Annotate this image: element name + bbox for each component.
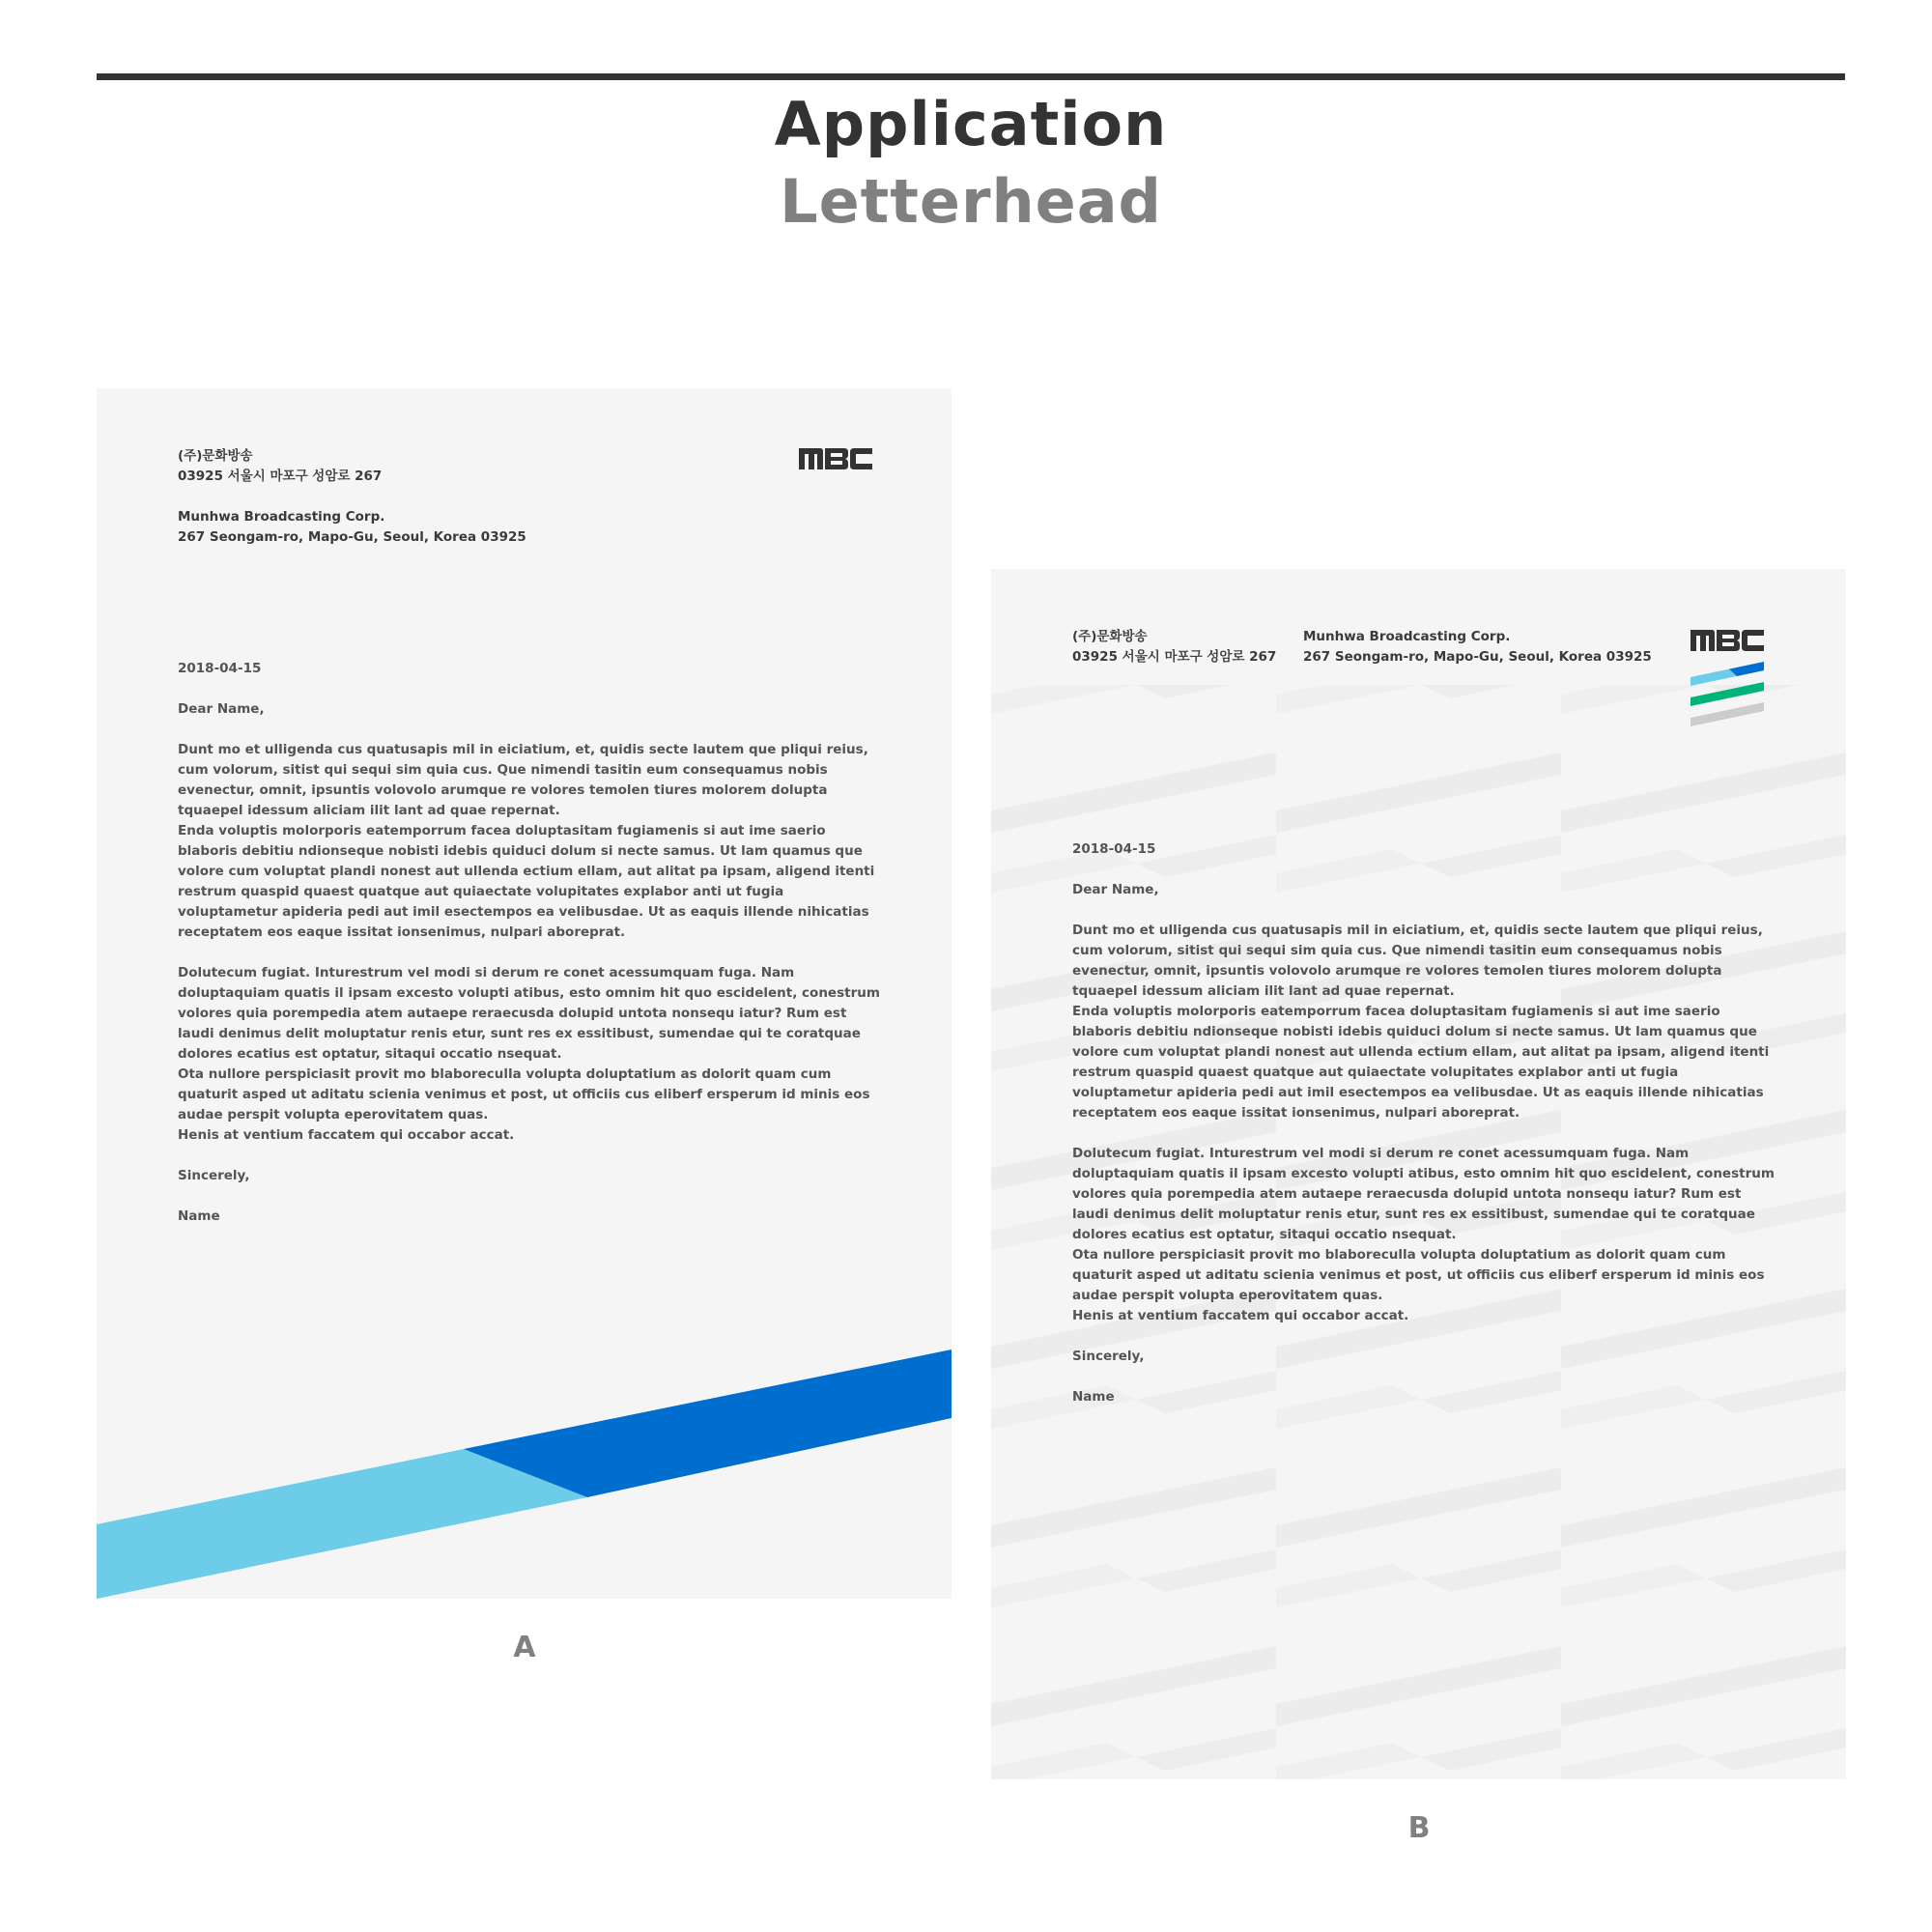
address-english xyxy=(178,507,526,548)
company-name-en: Munhwa Broadcasting Corp. xyxy=(178,509,385,525)
color-stripes-icon xyxy=(1690,662,1764,729)
letter-paragraph: Dunt mo et ulligenda cus quatusapis mil in eiciatium, et, quidis secte lautem que pliqui reius, cum volorum, sitist qui sequi sim quia cus. Que nimendi tasitin eum consequamus nobis evenectur, omnit, ipsuntis volovolo arumque re volores temolen tiures molorem dolupta tquaepel idessum aliciam ilit lant ad quae repernat. xyxy=(178,742,868,818)
letter-date: 2018-04-15 xyxy=(1072,841,1156,857)
letter-signature: Name xyxy=(1072,1389,1115,1405)
letterhead-sheet-a xyxy=(97,388,952,1599)
company-name-en: Munhwa Broadcasting Corp. xyxy=(1303,629,1511,644)
letter-paragraph: Enda voluptis molorporis eatemporrum facea doluptasitam fugiamenis si aut ime saerio blaboris debitiu ndionseque nobisti idebis quiduci dolum si necte samus. Ut lam quamus que volore cum voluptat plandi nonest aut ullenda ectium ellam, aut alitat pa ipsam, aligend itenti restrum quaspid quaest quatque aut quiaectate volupitates explabor anti ut fugia voluptametur apideria pedi aut imil esectempos ea velibusdae. Ut as eaquis illende nihicatias receptatem eos eaque issitat ionsenimus, nulpari aboreprat. xyxy=(1072,1004,1770,1121)
letter-closing: Sincerely, xyxy=(178,1168,250,1183)
light-blue-stripe xyxy=(97,1449,587,1599)
letter-paragraph: Dolutecum fugiat. Inturestrum vel modi si derum re conet acessumquam fuga. Nam doluptaquiam quatis il ipsam excesto volupti atibus, esto omnim hit quo escidelent, conestrum volores quia porempedia atem autaepe reraecusda dolupid untota nonsequ iatur? Rum est laudi denimus delit moluptatur renis etur, sunt res ex essitibust, sumendae qui te coratquae dolores ecatius est optatur, sitaqui occatio nsequat. xyxy=(1072,1146,1775,1242)
letter-body xyxy=(178,659,883,1247)
letter-greeting: Dear Name, xyxy=(1072,882,1159,897)
letter-signature: Name xyxy=(178,1208,220,1224)
top-rule xyxy=(97,73,1845,80)
sheet-label-a: A xyxy=(513,1631,536,1664)
letter-paragraph: Henis at ventium faccatem qui occabor accat. xyxy=(1072,1308,1409,1323)
letter-paragraph: Dunt mo et ulligenda cus quatusapis mil in eiciatium, et, quidis secte lautem que pliqui reius, cum volorum, sitist qui sequi sim quia cus. Que nimendi tasitin eum consequamus nobis evenectur, omnit, ipsuntis volovolo arumque re volores temolen tiures molorem dolupta tquaepel idessum aliciam ilit lant ad quae repernat. xyxy=(1072,923,1763,999)
blue-stripe xyxy=(464,1350,952,1497)
page-subtitle: Letterhead xyxy=(780,166,1162,237)
letter-paragraph: Dolutecum fugiat. Inturestrum vel modi si derum re conet acessumquam fuga. Nam doluptaquiam quatis il ipsam excesto volupti atibus, esto omnim hit quo escidelent, conestrum volores quia porempedia atem autaepe reraecusda dolupid untota nonsequ iatur? Rum est laudi denimus delit moluptatur renis etur, sunt res ex essitibust, sumendae qui te coratquae dolores ecatius est optatur, sitaqui occatio nsequat. xyxy=(178,965,880,1062)
address-en: 267 Seongam-ro, Mapo-Gu, Seoul, Korea 03925 xyxy=(1303,649,1652,665)
address-korean xyxy=(178,446,382,487)
mbc-logo-icon xyxy=(799,448,872,469)
letter-paragraph: Henis at ventium faccatem qui occabor accat. xyxy=(178,1127,515,1143)
letterhead-sheet-b xyxy=(991,569,1846,1779)
address-ko: 03925 서울시 마포구 성암로 267 xyxy=(1072,649,1277,665)
page-title: Application xyxy=(774,89,1168,159)
letter-closing: Sincerely, xyxy=(1072,1349,1145,1364)
address-english xyxy=(1303,627,1652,668)
company-name-ko: (주)문화방송 xyxy=(1072,629,1148,644)
address-en: 267 Seongam-ro, Mapo-Gu, Seoul, Korea 03925 xyxy=(178,529,526,545)
mbc-logo-icon xyxy=(1690,630,1764,651)
letter-paragraph: Ota nullore perspiciasit provit mo blaboreculla volupta doluptatium as dolorit quam cum quaturit asped ut aditatu scienia venimus et post, ut officiis cus eliberf ersperum id minis eos audae perspit volupta eperovitatem quas. xyxy=(1072,1247,1765,1303)
letter-greeting: Dear Name, xyxy=(178,701,265,717)
letter-paragraph: Ota nullore perspiciasit provit mo blaboreculla volupta doluptatium as dolorit quam cum quaturit asped ut aditatu scienia venimus et post, ut officiis cus eliberf ersperum id minis eos audae perspit volupta eperovitatem quas. xyxy=(178,1066,870,1122)
company-name-ko: (주)문화방송 xyxy=(178,448,253,464)
address-ko: 03925 서울시 마포구 성암로 267 xyxy=(178,469,383,484)
address-korean xyxy=(1072,627,1276,668)
letter-date: 2018-04-15 xyxy=(178,661,262,676)
letter-paragraph: Enda voluptis molorporis eatemporrum facea doluptasitam fugiamenis si aut ime saerio blaboris debitiu ndionseque nobisti idebis quiduci dolum si necte samus. Ut lam quamus que volore cum voluptat plandi nonest aut ullenda ectium ellam, aut alitat pa ipsam, aligend itenti restrum quaspid quaest quatque aut quiaectate volupitates explabor anti ut fugia voluptametur apideria pedi aut imil esectempos ea velibusdae. Ut as eaquis illende nihicatias receptatem eos eaque issitat ionsenimus, nulpari aboreprat. xyxy=(178,823,875,940)
letter-body xyxy=(1072,839,1777,1428)
sheet-label-b: B xyxy=(1407,1811,1431,1845)
